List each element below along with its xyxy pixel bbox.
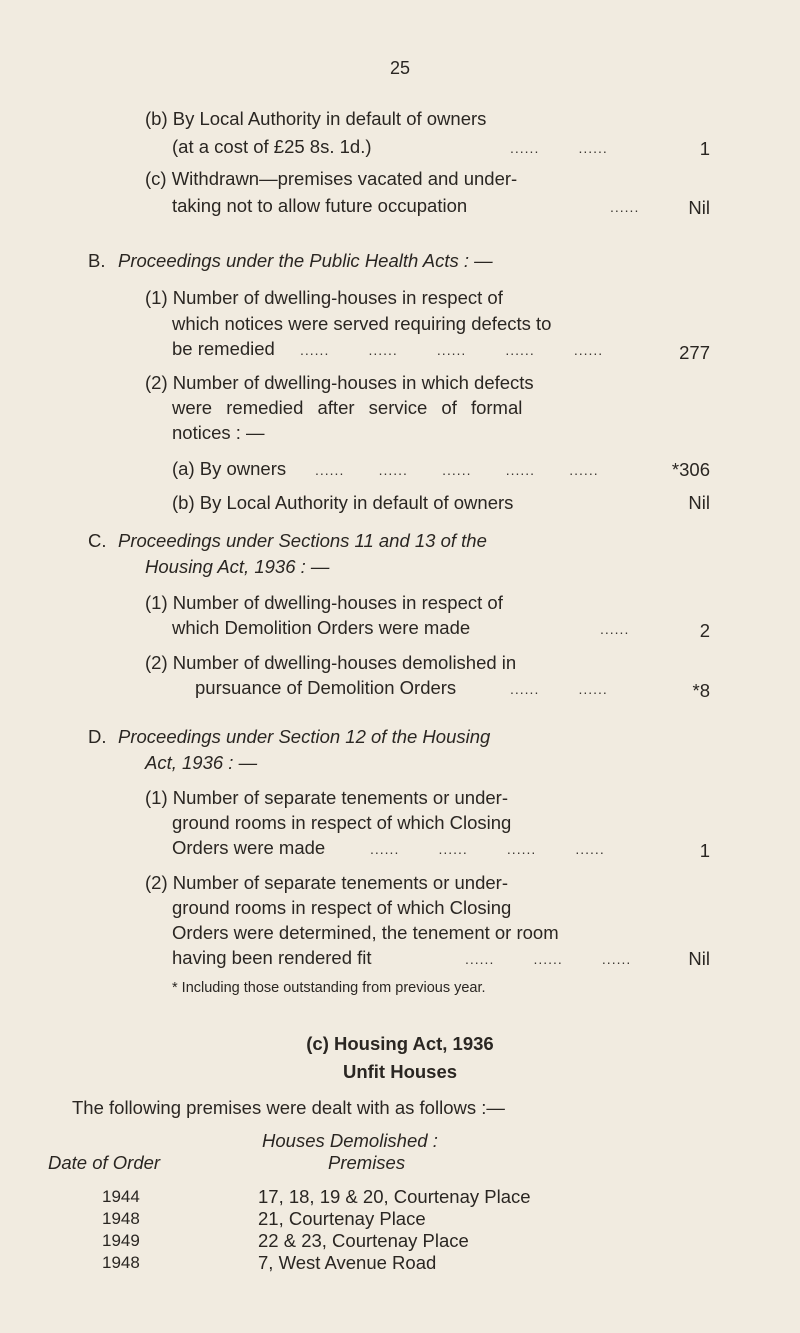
leader-dots: ...... ...... — [510, 140, 608, 156]
leader-dots: ...... ...... ...... ...... — [370, 841, 605, 857]
b-1-line2: which notices were served requiring defects to — [172, 313, 552, 334]
d-letter: D. — [88, 726, 107, 747]
d-1-value: 1 — [699, 840, 710, 861]
a-b-value: 1 — [699, 138, 710, 159]
c-1-value: 2 — [699, 620, 710, 641]
a-c-line2: taking not to allow future occupation — [172, 195, 468, 216]
col-date-header: Date of Order — [48, 1152, 161, 1173]
a-b-line1: (b) By Local Authority in default of owners — [145, 108, 487, 129]
row-date: 1944 — [102, 1187, 140, 1206]
c-heading-line1: Proceedings under Sections 11 and 13 of the — [118, 530, 487, 551]
d-1-line1: (1) Number of separate tenements or under- — [145, 787, 508, 808]
d-2-line3: Orders were determined, the tenement or room — [172, 922, 559, 943]
row-date: 1949 — [102, 1231, 140, 1250]
d-2-line4: having been rendered fit — [172, 947, 372, 968]
d-1-line3: Orders were made — [172, 837, 326, 858]
page-number: 25 — [389, 58, 411, 78]
leader-dots: ...... ...... ...... ...... ...... — [300, 342, 604, 358]
b-2a-label: (a) By owners — [172, 458, 287, 479]
a-c-value: Nil — [688, 197, 710, 218]
d-2-line1: (2) Number of separate tenements or under- — [145, 872, 508, 893]
d-2-line2: ground rooms in respect of which Closing — [172, 897, 512, 918]
row-premises: 17, 18, 19 & 20, Courtenay Place — [258, 1186, 531, 1207]
d-2-value: Nil — [688, 948, 710, 969]
b-2-line1: (2) Number of dwelling-houses in which defects — [145, 372, 534, 393]
leader-dots: ...... — [600, 621, 630, 637]
row-premises: 21, Courtenay Place — [258, 1208, 426, 1229]
intro-text: The following premises were dealt with as follows :— — [72, 1097, 505, 1118]
b-2-line2: were remedied after service of formal — [172, 397, 523, 418]
leader-dots: ...... — [610, 199, 640, 215]
row-premises: 22 & 23, Courtenay Place — [258, 1230, 469, 1251]
b-1-line1: (1) Number of dwelling-houses in respect of — [145, 287, 503, 308]
a-c-line1: (c) Withdrawn—premises vacated and under- — [145, 168, 518, 189]
a-b-line2: (at a cost of £25 8s. 1d.) — [172, 136, 372, 157]
housing-act-title: (c) Housing Act, 1936 — [306, 1033, 494, 1054]
row-date: 1948 — [102, 1209, 140, 1228]
row-premises: 7, West Avenue Road — [258, 1252, 437, 1273]
c-2-line2: pursuance of Demolition Orders — [195, 677, 457, 698]
b-2b-label: (b) By Local Authority in default of owners — [172, 492, 514, 513]
c-1-line2: which Demolition Orders were made — [172, 617, 471, 638]
b-2b-value: Nil — [688, 492, 710, 513]
c-2-value: *8 — [692, 680, 710, 701]
c-2-line1: (2) Number of dwelling-houses demolished in — [145, 652, 517, 673]
row-date: 1948 — [102, 1253, 140, 1272]
d-1-line2: ground rooms in respect of which Closing — [172, 812, 512, 833]
unfit-houses-subtitle: Unfit Houses — [342, 1061, 458, 1082]
d-heading-line2: Act, 1936 : — — [145, 752, 258, 773]
d-heading-line1: Proceedings under Section 12 of the Housing — [118, 726, 491, 747]
b-2a-value: *306 — [671, 459, 710, 480]
c-1-line1: (1) Number of dwelling-houses in respect of — [145, 592, 503, 613]
b-letter: B. — [88, 250, 106, 271]
b-1-value: 277 — [679, 342, 710, 363]
b-2-line3: notices : — — [172, 422, 265, 443]
b-heading: Proceedings under the Public Health Acts : — — [118, 250, 493, 271]
c-heading-line2: Housing Act, 1936 : — — [145, 556, 330, 577]
houses-demolished-heading: Houses Demolished : — [262, 1130, 438, 1151]
footnote: * Including those outstanding from previous year. — [172, 980, 486, 996]
col-premises-header: Premises — [328, 1152, 406, 1173]
b-1-line3: be remedied — [172, 338, 275, 359]
leader-dots: ...... ...... ...... ...... ...... — [315, 462, 599, 478]
leader-dots: ...... ...... — [510, 681, 608, 697]
leader-dots: ...... ...... ...... — [465, 951, 632, 967]
c-letter: C. — [88, 530, 107, 551]
